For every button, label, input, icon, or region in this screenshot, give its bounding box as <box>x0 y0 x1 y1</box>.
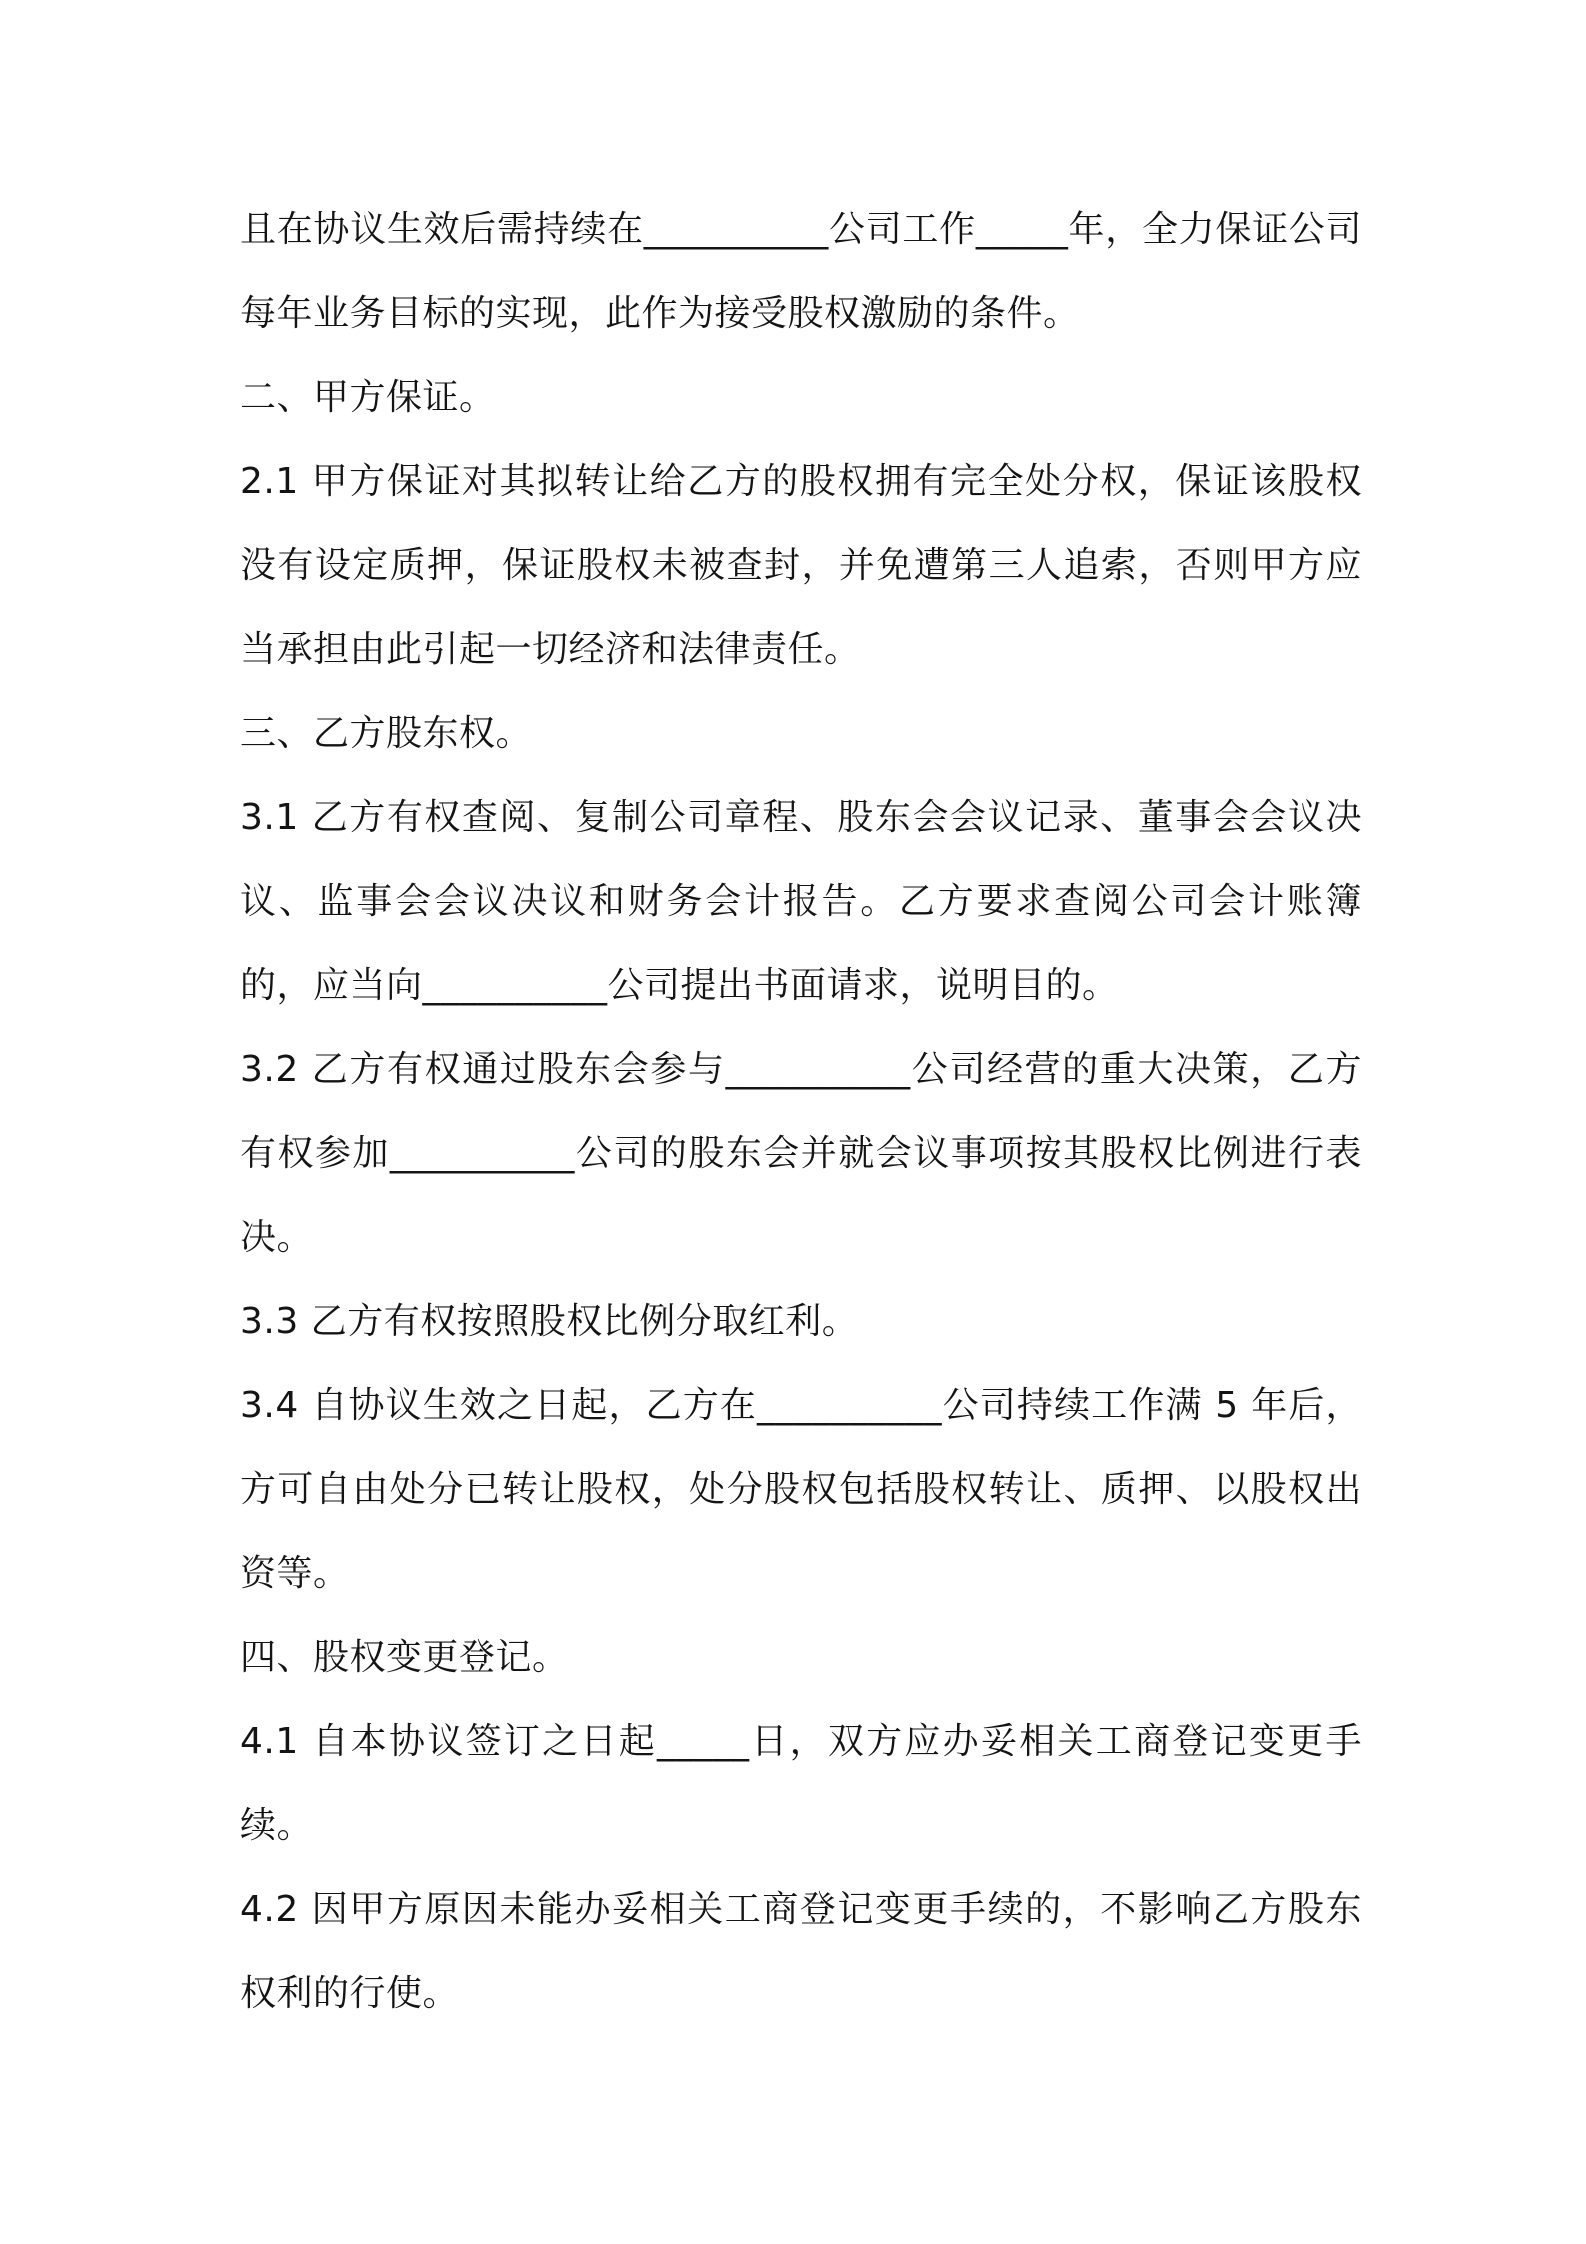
clause-3-3: 3.3 乙方有权按照股权比例分取红利。 <box>240 1301 859 1342</box>
section-heading-party-a-guarantee: 二、甲方保证。 <box>240 377 496 418</box>
section-heading-party-b-shareholder-rights: 三、乙方股东权。 <box>240 713 533 754</box>
clause-4-2: 4.2 因甲方原因未能办妥相关工商登记变更手续的，不影响乙方股东权利的行使。 <box>240 1889 1362 2014</box>
clause-3-1: 3.1 乙方有权查阅、复制公司章程、股东会会议记录、董事会会议决议、监事会会议决议和财务会计报告。乙方要求查阅公司会计账簿的，应当向__________公司提出书面请求，说明目的。 <box>240 797 1362 1006</box>
section-heading-equity-change-registration: 四、股权变更登记。 <box>240 1637 569 1678</box>
document-page <box>240 188 1362 2036</box>
clause-4-1: 4.1 自本协议签订之日起_____日，双方应办妥相关工商登记变更手续。 <box>240 1721 1362 1846</box>
clause-3-4: 3.4 自协议生效之日起，乙方在__________公司持续工作满 5 年后，方可自由处分已转让股权，处分股权包括股权转让、质押、以股权出资等。 <box>240 1385 1362 1594</box>
clause-2-1: 2.1 甲方保证对其拟转让给乙方的股权拥有完全处分权，保证该股权没有设定质押，保证股权未被查封，并免遭第三人追索，否则甲方应当承担由此引起一切经济和法律责任。 <box>240 461 1362 670</box>
clause-3-2: 3.2 乙方有权通过股东会参与__________公司经营的重大决策，乙方有权参加__________公司的股东会并就会议事项按其股权比例进行表决。 <box>240 1049 1362 1258</box>
paragraph-continued-employment-condition: 且在协议生效后需持续在__________公司工作_____年，全力保证公司每年业务目标的实现，此作为接受股权激励的条件。 <box>240 209 1362 334</box>
